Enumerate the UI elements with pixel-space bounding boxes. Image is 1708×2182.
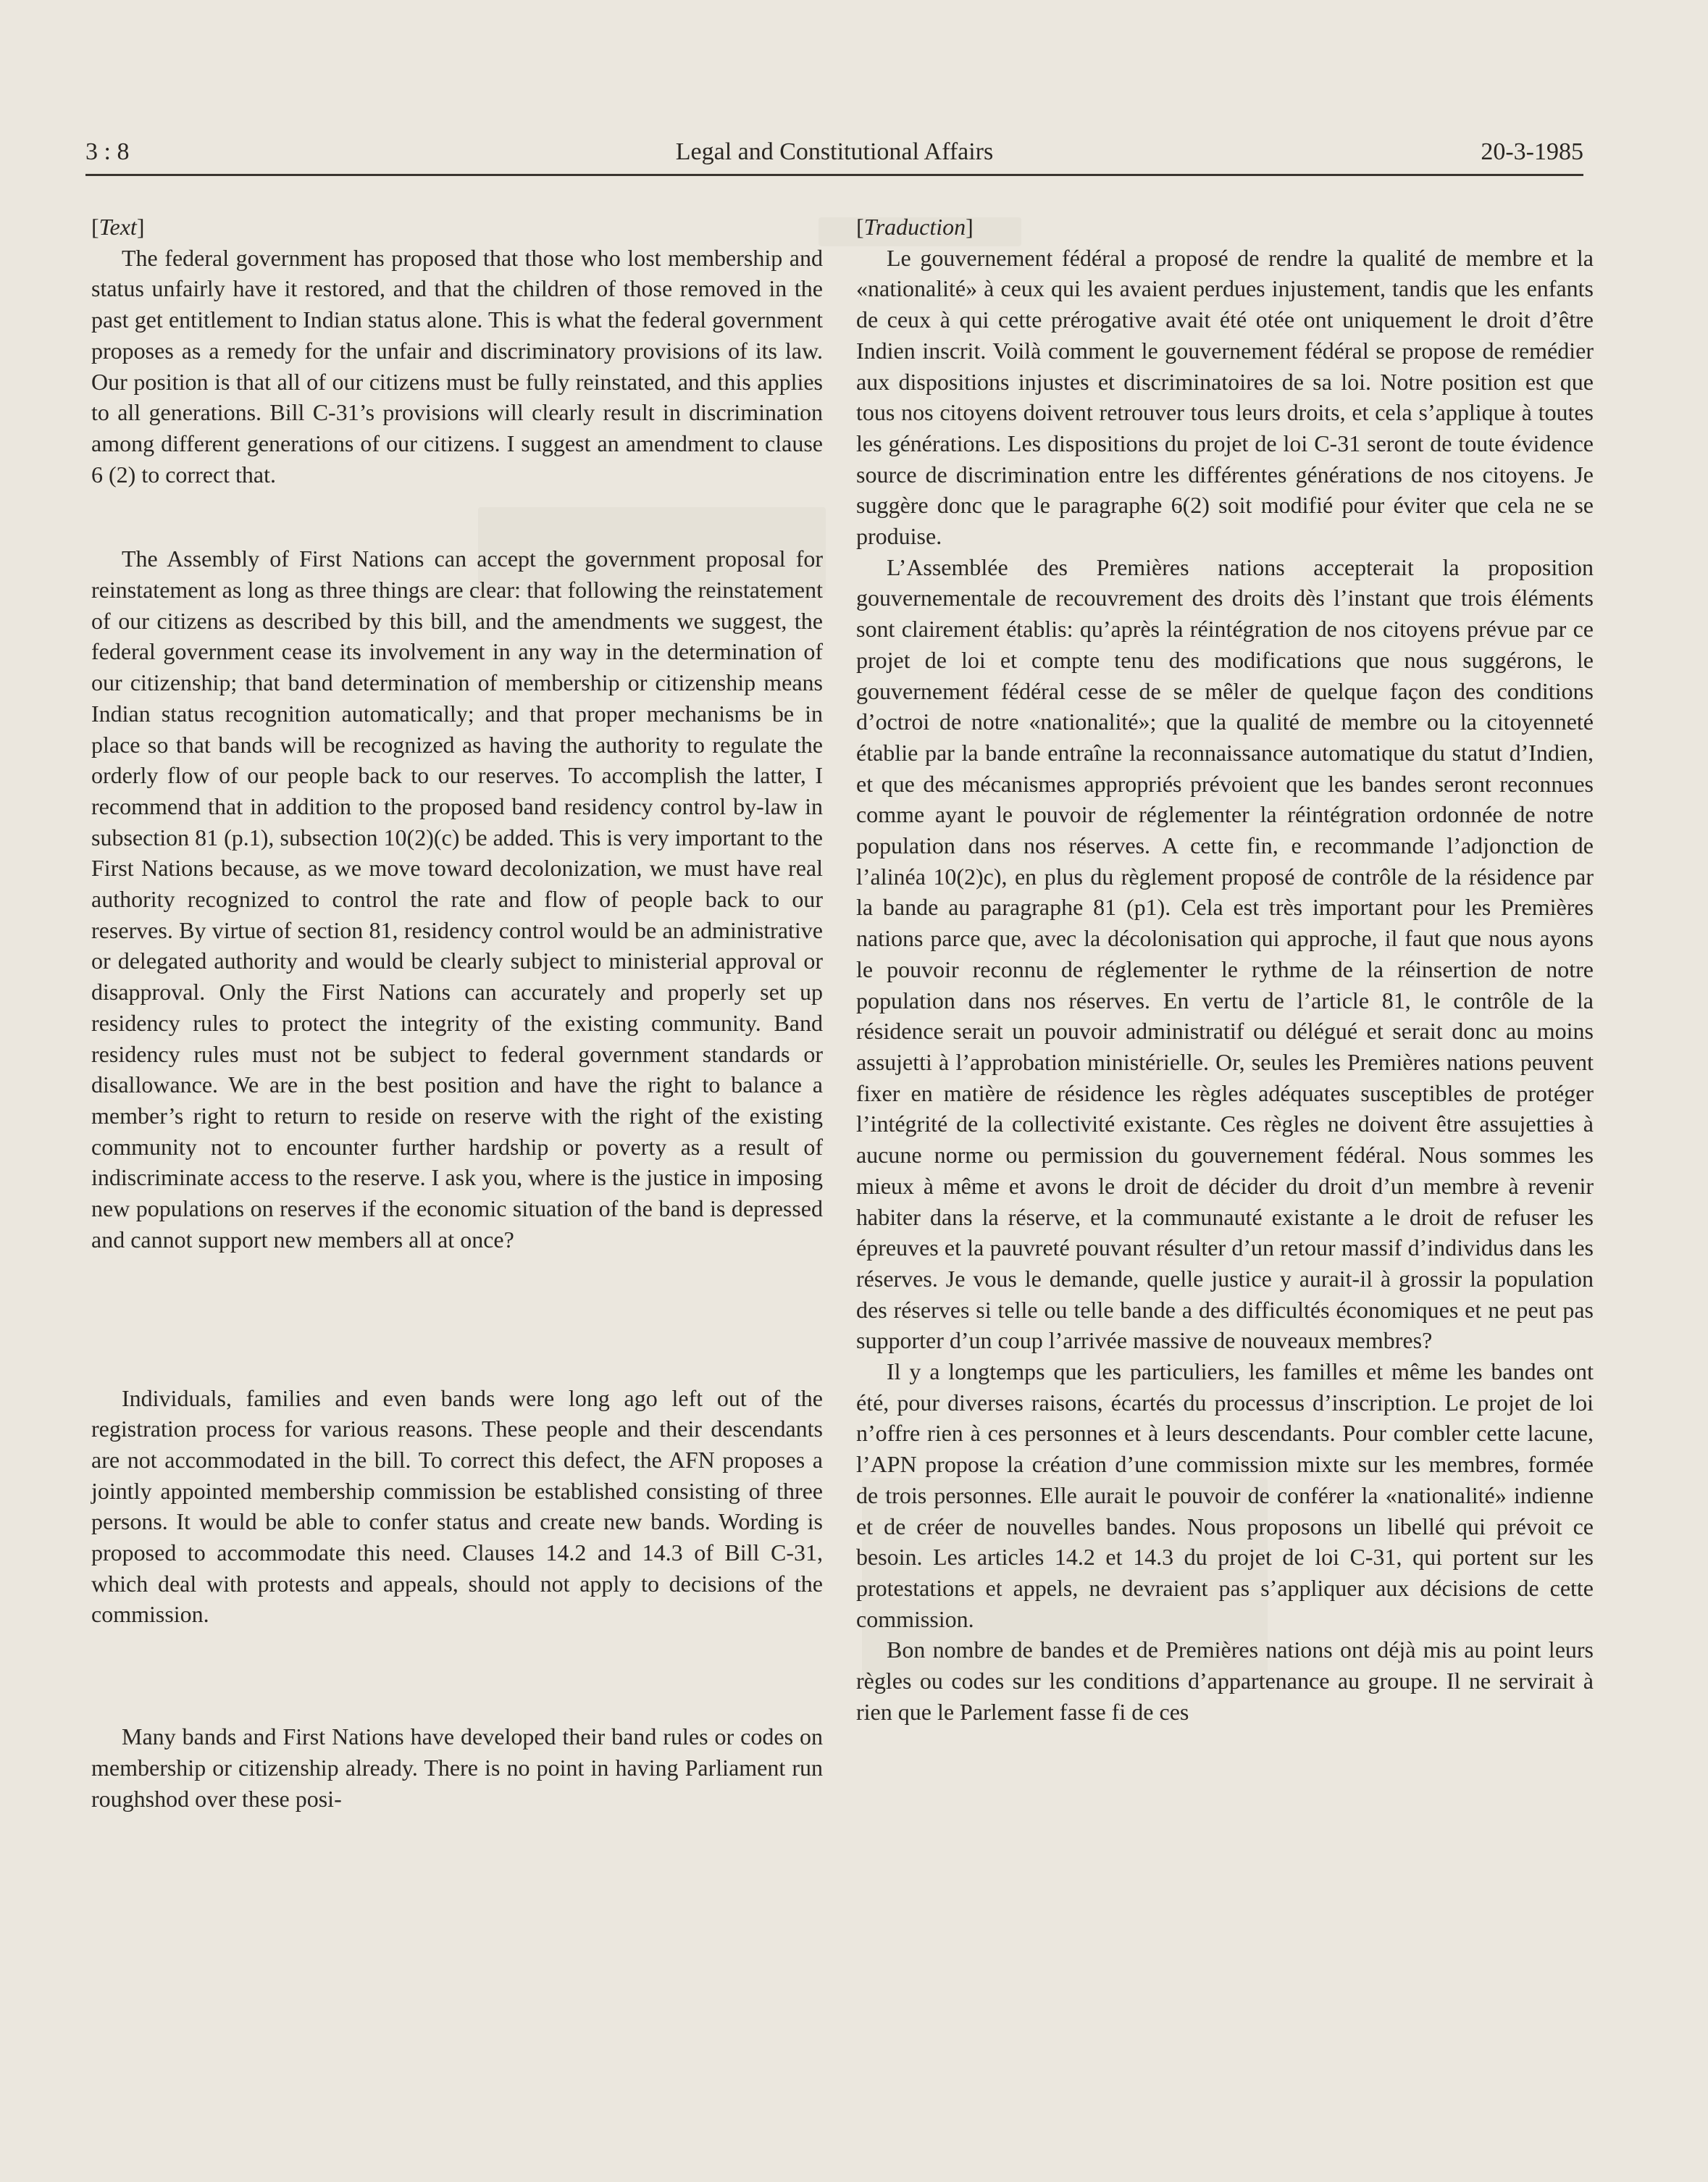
paragraph: Individuals, families and even bands were long ago left out of the registration process for various reasons. These people and their descendants are not accommodated in the bill. To correct this defect, the AFN proposes a jointly appointed membership commission be established consisting of three persons. It would be able to confer status and create new bands. Wording is proposed to accommodate this need. Clauses 14.2 and 14.3 of Bill C-31, which deal with protests and appeals, should not apply to decisions of the commission. bbox=[91, 1384, 823, 1628]
paragraph: Le gouvernement fédéral a proposé de rendre la qualité de membre et la «nationalité» à ceux qui les avaient perdues injustement, tandis que les enfants de ceux à qui cette prérogative avait été otée ont uniquement le droit d’être Indien inscrit. Voilà comment le gouvernement fédéral se propose de remédier aux dispositions injustes et discriminatoires de sa loi. Notre position est que tous nos citoyens doivent retrouver tous leurs droits, et cela s’applique à toutes les générations. Les dispositions du projet de loi C-31 seront de toute évidence source de discrimination entre les différentes générations de nos citoyens. Je suggère donc que le paragraphe 6(2) soit modifié pour éviter que cela ne se produise. bbox=[856, 244, 1594, 550]
paragraph: The federal government has proposed that those who lost membership and status unfairly have it restored, and that the children of those removed in the past get entitlement to Indian status alone. This is what the federal government proposes as a remedy for the unfair and discriminatory provisions of its law. Our position is that all of our citizens must be fully reinstated, and this applies to all generations. Bill C-31’s provisions will clearly result in discrimination among different generations of our citizens. I suggest an amendment to clause 6 (2) to correct that. bbox=[91, 244, 823, 488]
issue-date: 20-3-1985 bbox=[1481, 138, 1583, 165]
french-column bbox=[856, 212, 1594, 1727]
page-header bbox=[85, 130, 1583, 176]
paragraph: Bon nombre de bandes et de Premières nations ont déjà mis au point leurs règles ou codes sur les conditions d’appartenance au groupe. Il ne servirait à rien que le Parlement fasse fi de ces bbox=[856, 1636, 1594, 1725]
publication-title: Legal and Constitutional Affairs bbox=[675, 138, 994, 165]
paragraph: Il y a longtemps que les particuliers, les familles et même les bandes ont été, pour diverses raisons, écartés du processus d’inscription. Le projet de loi n’offre rien à ces personnes et à leurs descendants. Pour combler cette lacune, l’APN propose la création d’une commission mixte sur les membres, formée de trois personnes. Elle aurait le pouvoir de conférer la «nationalité» indienne et de créer de nouvelles bandes. Nous proposons un libellé qui prévoit ce besoin. Les articles 14.2 et 14.3 du projet de loi C-31, qui portent sur les protestations et appels, ne devraient pas s’appliquer aux décisions de cette commission. bbox=[856, 1358, 1594, 1632]
paragraph: L’Assemblée des Premières nations accepterait la proposition gouvernementale de recouvrement des droits dès l’instant que trois éléments sont clairement établis: qu’après la réintégration de nos citoyens prévue par ce projet de loi et compte tenu des modifications que nous suggérons, le gouvernement fédéral cesse de se mêler de quelque façon des conditions d’octroi de notre «nationalité»; que la qualité de membre ou la citoyenneté établie par la bande entraîne la reconnaissance automatique du statut d’Indien, et que des mécanismes appropriés prévoient que les bandes seront reconnues comme ayant le pouvoir de réglementer la réintégration ordonnée de notre population dans nos réserves. A cette fin, e recommande l’adjonction de l’alinéa 10(2)c), en plus du règlement proposé de contrôle de la résidence par la bande au paragraphe 81 (p1). Cela est très important pour les Premières nations parce que, avec la décolonisation qui approche, il faut que nous ayons le pouvoir reconnu de réglementer le rythme de la réinsertion de notre population dans nos réserves. En vertu de l’article 81, le contrôle de la résidence serait un pouvoir administratif ou délégué et serait donc au moins assujetti à l’approbation ministérielle. Or, seules les Premières nations peuvent fixer en matière de résidence les règles adéquates susceptibles de protéger l’intégrité de la collectivité existante. Ces règles ne doivent être assujetties à aucune norme ou permission du gouvernement fédéral. Nous sommes les mieux à même et avons le droit de décider du droit d’un membre à revenir habiter dans la réserve, et la communauté existante a le droit de refuser les épreuves et la pauvreté pouvant résulter d’un retour massif d’individus dans les réserves. Je vous le demande, quelle justice y aurait-il à grossir la population des réserves si telle ou telle bande a des difficultés économiques et ne peut pas supporter d’un coup l’arrivée massive de nouveaux membres? bbox=[856, 553, 1594, 1354]
column-label: [Text] bbox=[91, 214, 145, 240]
page-number: 3 : 8 bbox=[85, 138, 130, 165]
paragraph: The Assembly of First Nations can accept the government proposal for reinstatement as long as three things are clear: that following the reinstatement of our citizens as described by this bill, and the amendments we suggest, the federal government cease its involvement in any way in the determination of our citizenship; that band determination of membership or citizenship means Indian status recognition automatically; and that proper mechanisms be in place so that bands will be recognized as having the authority to regulate the orderly flow of our people back to our reserves. To accomplish the latter, I recommend that in addition to the proposed band residency control by-law in subsection 81 (p.1), subsection 10(2)(c) be added. This is very important to the First Nations because, as we move toward decolonization, we must have real authority recognized to control the rate and flow of people back to our reserves. By virtue of section 81, residency control would be an administrative or delegated authority and would be clearly subject to ministerial approval or disapproval. Only the First Nations can accurately and properly set up residency rules to protect the integrity of the existing community. Band residency rules must not be subject to federal government standards or disallowance. We are in the best position and have the right to balance a member’s right to return to reside on reserve with the right of the existing community not to encounter further hardship or poverty as a result of indiscriminate access to the reserve. I ask you, where is the justice in imposing new populations on reserves if the economic situation of the band is depressed and cannot support new members all at once? bbox=[91, 546, 823, 1253]
column-label: [Traduction] bbox=[856, 214, 974, 240]
english-column bbox=[91, 212, 823, 1814]
paragraph: Many bands and First Nations have developed their band rules or codes on membership or citizenship already. There is no point in having Parliament run roughshod over these posi- bbox=[91, 1723, 823, 1812]
